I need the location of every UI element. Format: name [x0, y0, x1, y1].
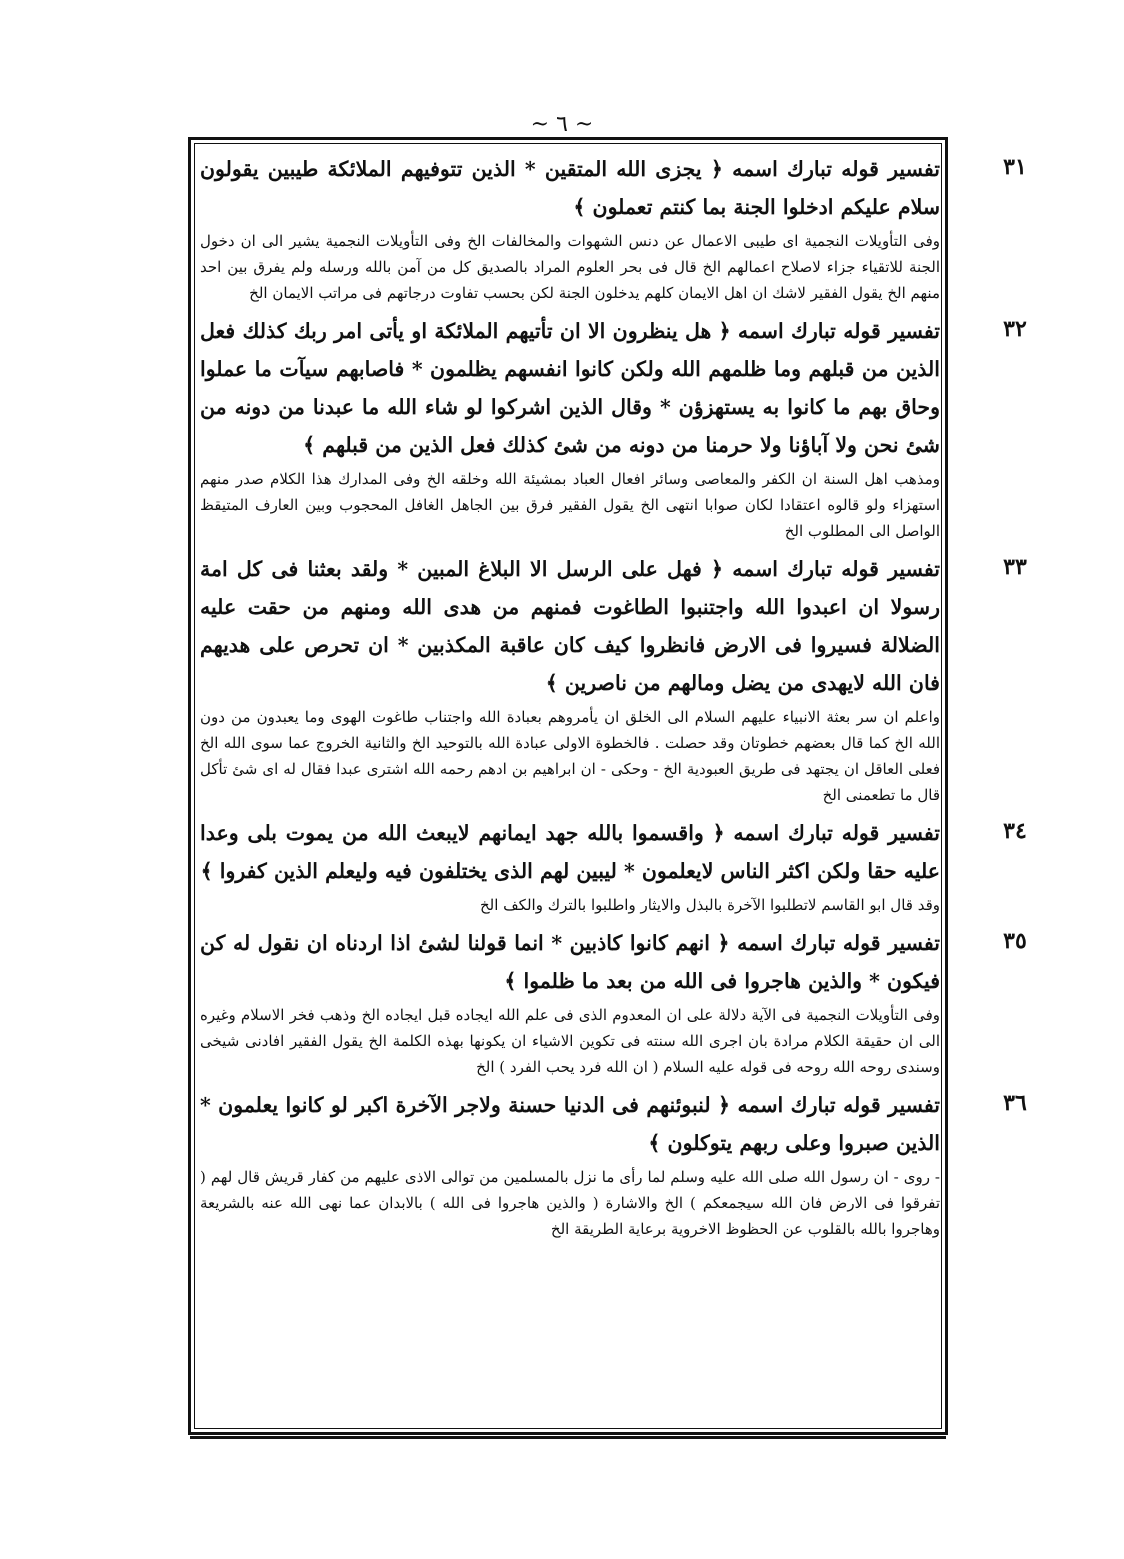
commentary-text: واعلم ان سر بعثة الانبياء عليهم السلام الى الخلق ان يأمروهم بعبادة الله واجتناب طاغوت الهوى وما يعبدون من دون الله الخ كما قال بعضهم خطوتان وقد حصلت . فالخطوة الاولى عبادة الله بالتوحيد الخ والثانية الخروج عما سوى الله الخ فعلى العاقل ان يجتهد فى طريق العبودية الخ - وحكى - ان ابراهيم بن ادهم رحمه الله اشترى عبدا فقال له اى شئ تأكل قال ما تطعمنى الخ — [200, 708, 940, 804]
page-content — [200, 150, 1027, 1248]
commentary-text: - روى - ان رسول الله صلى الله عليه وسلم لما رأى ما نزل بالمسلمين من توالى الاذى عليهم من كفار قريش قال لهم ( تفرقوا فى الارض فان الله سيجمعكم ) الخ والاشارة ( والذين هاجروا فى الله ) بالابدان عما نهى الله عنه بالشريعة وهاجروا بالله بالقلوب عن الحظوظ الاخروية برعاية الطريقة الخ — [200, 1168, 940, 1238]
section-number: ٣٢ — [1003, 316, 1027, 342]
verse-text: تفسير قوله تبارك اسمه ﴿ لنبوئنهم فى الدنيا حسنة ولاجر الآخرة اكبر لو كانوا يعلمون * الذين صبروا وعلى ربهم يتوكلون ﴾ — [200, 1093, 940, 1155]
bottom-rule — [190, 1436, 946, 1439]
verse-text: تفسير قوله تبارك اسمه ﴿ واقسموا بالله جهد ايمانهم لايبعث الله من يموت بلى وعدا عليه حقا ولكن اكثر الناس لايعلمون * ليبين لهم الذى يختلفون فيه وليعلم الذين كفروا ﴾ — [200, 821, 940, 883]
section-number: ٣٣ — [1003, 554, 1027, 580]
commentary-text: ومذهب اهل السنة ان الكفر والمعاصى وسائر افعال العباد بمشيئة الله وخلقه الخ وفى المدارك هذا الكلام صدر منهم استهزاء ولو قالوه اعتقادا لكان صوابا انتهى الخ يقول الفقير فرق بين الجاهل الغافل المحجوب وبين العارف المتيقظ الواصل الى المطلوب الخ — [200, 470, 940, 540]
verse-text: تفسير قوله تبارك اسمه ﴿ فهل على الرسل الا البلاغ المبين * ولقد بعثنا فى كل امة رسولا ان اعبدوا الله واجتنبوا الطاغوت فمنهم من هدى الله ومنهم من حقت عليه الضلالة فسيروا فى الارض فانظروا كيف كان عاقبة المكذبين * ان تحرص على هديهم فان الله لايهدى من يضل ومالهم من ناصرين ﴾ — [200, 557, 940, 695]
section-number: ٣٦ — [1003, 1090, 1027, 1116]
section-number: ٣١ — [1003, 154, 1027, 180]
verse-text: تفسير قوله تبارك اسمه ﴿ هل ينظرون الا ان تأتيهم الملائكة او يأتى امر ربك كذلك فعل الذين من قبلهم وما ظلمهم الله ولكن كانوا انفسهم يظلمون * فاصابهم سيآت ما عملوا وحاق بهم ما كانوا به يستهزؤن * وقال الذين اشركوا لو شاء الله ما عبدنا من دونه من شئ نحن ولا آباؤنا ولا حرمنا من دونه من شئ كذلك فعل الذين من قبلهم ﴾ — [200, 319, 940, 457]
commentary-text: وفى التأويلات النجمية اى طيبى الاعمال عن دنس الشهوات والمخالفات الخ وفى التأويلات النجمية يشير الى ان دخول الجنة للاتقياء جزاء لاصلاح اعمالهم الخ قال فى بحر العلوم المراد بالصديق كل من آمن بالله ورسله ولم يفرق بين احد منهم الخ يقول الفقير لاشك ان اهل الايمان كلهم يدخلون الجنة لكن بحسب تفاوت درجاتهم فى مراتب الايمان الخ — [200, 232, 940, 302]
commentary-section — [200, 150, 1027, 306]
commentary-section — [200, 1086, 1027, 1242]
section-number: ٣٤ — [1003, 818, 1027, 844]
verse-text: تفسير قوله تبارك اسمه ﴿ يجزى الله المتقين * الذين تتوفيهم الملائكة طيبين يقولون سلام عليكم ادخلوا الجنة بما كنتم تعملون ﴾ — [200, 157, 940, 219]
commentary-text: وفى التأويلات النجمية فى الآية دلالة على ان المعدوم الذى فى علم الله ايجاده قبل ايجاده الخ وذهب فخر الاسلام وغيره الى ان حقيقة الكلام مرادة بان اجرى الله سنته فى تكوين الاشياء ان يكونها بهذه الكلمة الخ يقول الفقير افادنى شيخى وسندى روحه الله روحه فى قوله عليه السلام ( ان الله فرد يحب الفرد ) الخ — [200, 1006, 940, 1076]
verse-text: تفسير قوله تبارك اسمه ﴿ انهم كانوا كاذبين * انما قولنا لشئ اذا اردناه ان نقول له كن فيكون * والذين هاجروا فى الله من بعد ما ظلموا ﴾ — [200, 931, 940, 993]
commentary-section — [200, 814, 1027, 918]
commentary-text: وقد قال ابو القاسم لاتطلبوا الآخرة بالبذل والايثار واطلبوا بالترك والكف الخ — [479, 896, 940, 914]
commentary-section — [200, 312, 1027, 544]
commentary-section — [200, 924, 1027, 1080]
page-number-header: ~ ٦ ~ — [530, 112, 594, 137]
commentary-section — [200, 550, 1027, 808]
section-number: ٣٥ — [1003, 928, 1027, 954]
